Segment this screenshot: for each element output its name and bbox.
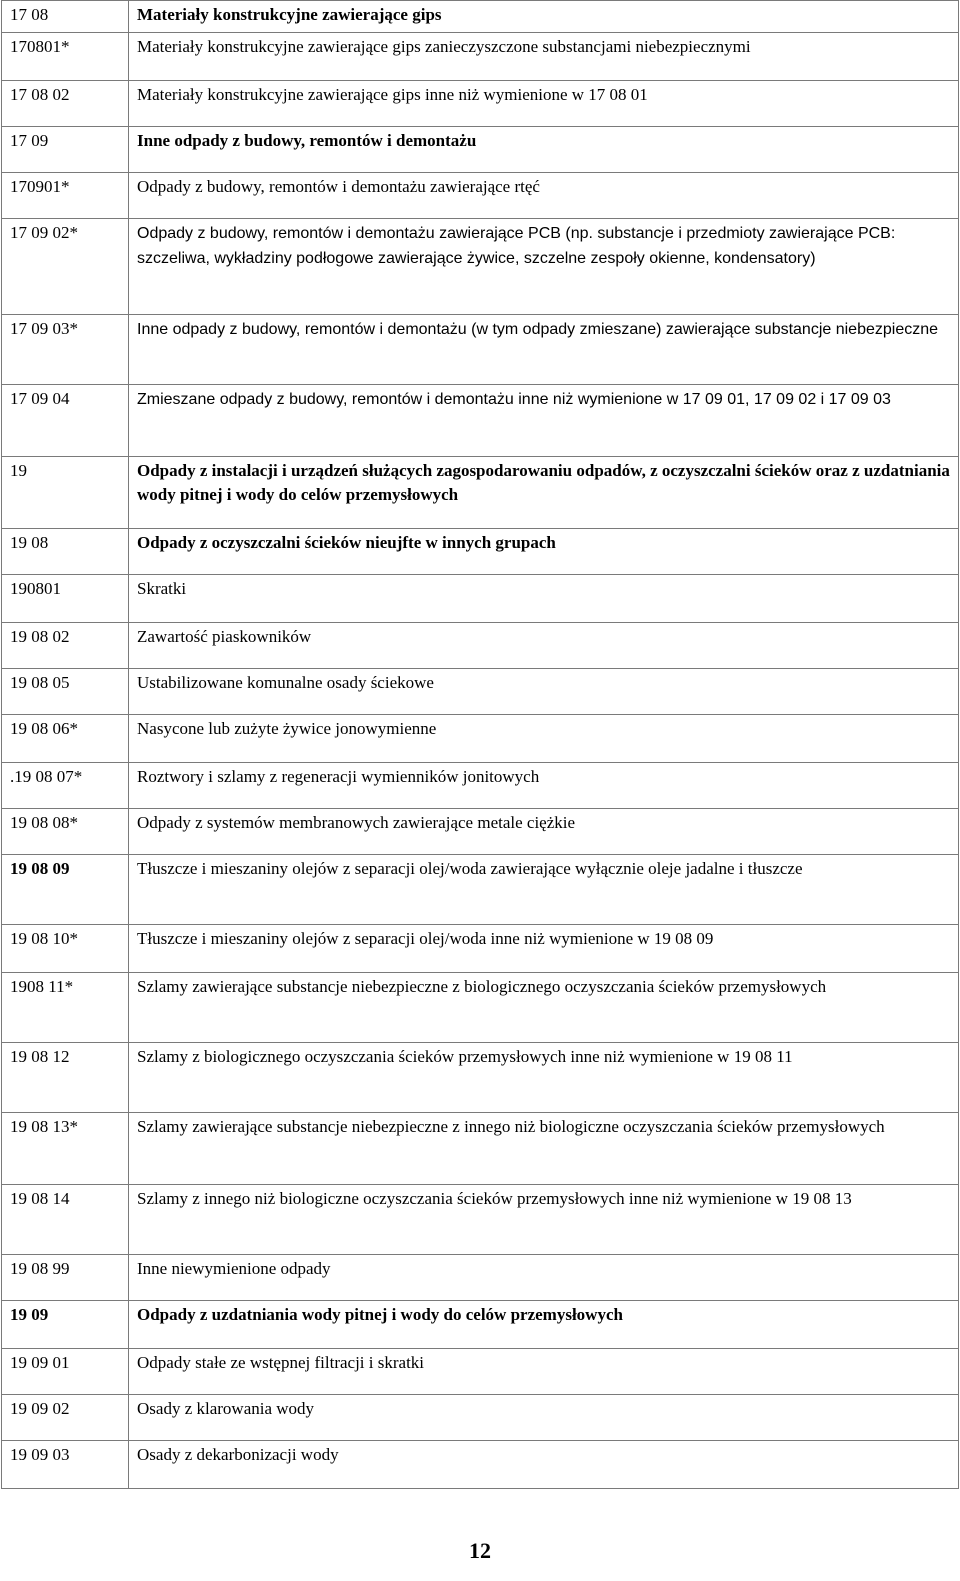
table-row (2, 315, 959, 385)
waste-description-cell: Inne niewymienione odpady (129, 1255, 959, 1301)
table-row (2, 33, 959, 81)
waste-code-cell: 17 09 03* (2, 315, 129, 385)
table-row (2, 173, 959, 219)
table-row (2, 1349, 959, 1395)
table-row (2, 855, 959, 925)
waste-code-table (1, 0, 959, 1489)
waste-description-cell: Materiały konstrukcyjne zawierające gips inne niż wymienione w 17 08 01 (129, 81, 959, 127)
table-row (2, 575, 959, 623)
waste-code-cell: 17 09 02* (2, 219, 129, 315)
page-number: 12 (469, 1538, 491, 1563)
waste-description-cell: Tłuszcze i mieszaniny olejów z separacji olej/woda inne niż wymienione w 19 08 09 (129, 925, 959, 973)
table-row (2, 973, 959, 1043)
table-row (2, 623, 959, 669)
waste-code-cell: 17 08 (2, 1, 129, 33)
waste-code-cell: 1908 11* (2, 973, 129, 1043)
waste-description-cell: Szlamy z biologicznego oczyszczania ścieków przemysłowych inne niż wymienione w 19 08 11 (129, 1043, 959, 1113)
table-row (2, 1185, 959, 1255)
table-row (2, 1, 959, 33)
table-row (2, 1113, 959, 1185)
waste-description-cell: Nasycone lub zużyte żywice jonowymienne (129, 715, 959, 763)
table-row (2, 385, 959, 457)
waste-description-cell: Szlamy zawierające substancje niebezpieczne z innego niż biologiczne oczyszczania ścieków przemysłowych (129, 1113, 959, 1185)
waste-description-text: Zmieszane odpady z budowy, remontów i demontażu inne niż wymienione w 17 09 01, 17 09 02 i 17 09 03 (137, 391, 891, 408)
waste-description-cell: Materiały konstrukcyjne zawierające gips (129, 1, 959, 33)
waste-code-cell: 17 09 04 (2, 385, 129, 457)
waste-code-cell: 170901* (2, 173, 129, 219)
waste-code-cell: 17 08 02 (2, 81, 129, 127)
waste-description-cell: Materiały konstrukcyjne zawierające gips zanieczyszczone substancjami niebezpiecznymi (129, 33, 959, 81)
waste-description-cell: Osady z klarowania wody (129, 1395, 959, 1441)
waste-code-cell: 19 08 05 (2, 669, 129, 715)
waste-description-cell: Ustabilizowane komunalne osady ściekowe (129, 669, 959, 715)
table-row (2, 81, 959, 127)
waste-code-cell: 19 08 13* (2, 1113, 129, 1185)
table-row (2, 763, 959, 809)
waste-description-cell: Szlamy zawierające substancje niebezpieczne z biologicznego oczyszczania ścieków przemysłowych (129, 973, 959, 1043)
waste-code-cell: 190801 (2, 575, 129, 623)
waste-description-cell: Szlamy z innego niż biologiczne oczyszczania ścieków przemysłowych inne niż wymienione w 19 08 13 (129, 1185, 959, 1255)
waste-code-cell: 19 08 99 (2, 1255, 129, 1301)
table-row (2, 669, 959, 715)
waste-code-cell: 19 08 14 (2, 1185, 129, 1255)
waste-code-cell: 19 09 02 (2, 1395, 129, 1441)
table-row (2, 457, 959, 529)
waste-description-cell: Roztwory i szlamy z regeneracji wymienników jonitowych (129, 763, 959, 809)
waste-description-cell: Odpady z systemów membranowych zawierające metale ciężkie (129, 809, 959, 855)
waste-code-cell: 19 08 08* (2, 809, 129, 855)
waste-description-cell (129, 385, 959, 457)
waste-description-cell: Osady z dekarbonizacji wody (129, 1441, 959, 1489)
table-row (2, 715, 959, 763)
waste-description-text: Inne odpady z budowy, remontów i demontażu (w tym odpady zmieszane) zawierające substancje niebezpieczne (137, 321, 939, 338)
waste-description-cell: Tłuszcze i mieszaniny olejów z separacji olej/woda zawierające wyłącznie oleje jadalne i tłuszcze (129, 855, 959, 925)
table-row (2, 1301, 959, 1349)
waste-code-cell: 19 (2, 457, 129, 529)
waste-description-text: Odpady z budowy, remontów i demontażu zawierające PCB (np. substancje i przedmioty zawierające PCB: szczeliwa, wykładziny podłogowe zawierające żywice, szczelne zespoły okienne, kondensatory) (137, 225, 896, 267)
waste-description-cell: Skratki (129, 575, 959, 623)
table-row (2, 809, 959, 855)
waste-description-cell: Odpady z instalacji i urządzeń służących zagospodarowaniu odpadów, z oczyszczalni ścieków oraz z uzdatniania wody pitnej i wody do celów przemysłowych (129, 457, 959, 529)
waste-description-cell: Odpady stałe ze wstępnej filtracji i skratki (129, 1349, 959, 1395)
waste-code-cell: 19 08 10* (2, 925, 129, 973)
waste-code-cell: .19 08 07* (2, 763, 129, 809)
table-row (2, 1255, 959, 1301)
waste-code-cell: 19 09 01 (2, 1349, 129, 1395)
table-row (2, 529, 959, 575)
waste-code-cell: 19 08 09 (2, 855, 129, 925)
table-row (2, 1441, 959, 1489)
table-row (2, 219, 959, 315)
table-row (2, 1043, 959, 1113)
waste-description-cell: Odpady z budowy, remontów i demontażu zawierające rtęć (129, 173, 959, 219)
waste-code-cell: 19 08 06* (2, 715, 129, 763)
table-row (2, 1395, 959, 1441)
waste-description-cell (129, 219, 959, 315)
waste-code-cell: 19 08 02 (2, 623, 129, 669)
waste-code-cell: 17 09 (2, 127, 129, 173)
table-body (2, 1, 959, 1489)
table-row (2, 925, 959, 973)
waste-description-cell: Inne odpady z budowy, remontów i demontażu (129, 127, 959, 173)
waste-code-cell: 19 08 (2, 529, 129, 575)
waste-code-cell: 19 09 (2, 1301, 129, 1349)
waste-description-cell: Odpady z uzdatniania wody pitnej i wody do celów przemysłowych (129, 1301, 959, 1349)
waste-code-cell: 19 09 03 (2, 1441, 129, 1489)
waste-code-cell: 19 08 12 (2, 1043, 129, 1113)
waste-description-cell (129, 315, 959, 385)
waste-code-cell: 170801* (2, 33, 129, 81)
waste-description-cell: Zawartość piaskowników (129, 623, 959, 669)
waste-description-cell: Odpady z oczyszczalni ścieków nieujfte w innych grupach (129, 529, 959, 575)
table-row (2, 127, 959, 173)
